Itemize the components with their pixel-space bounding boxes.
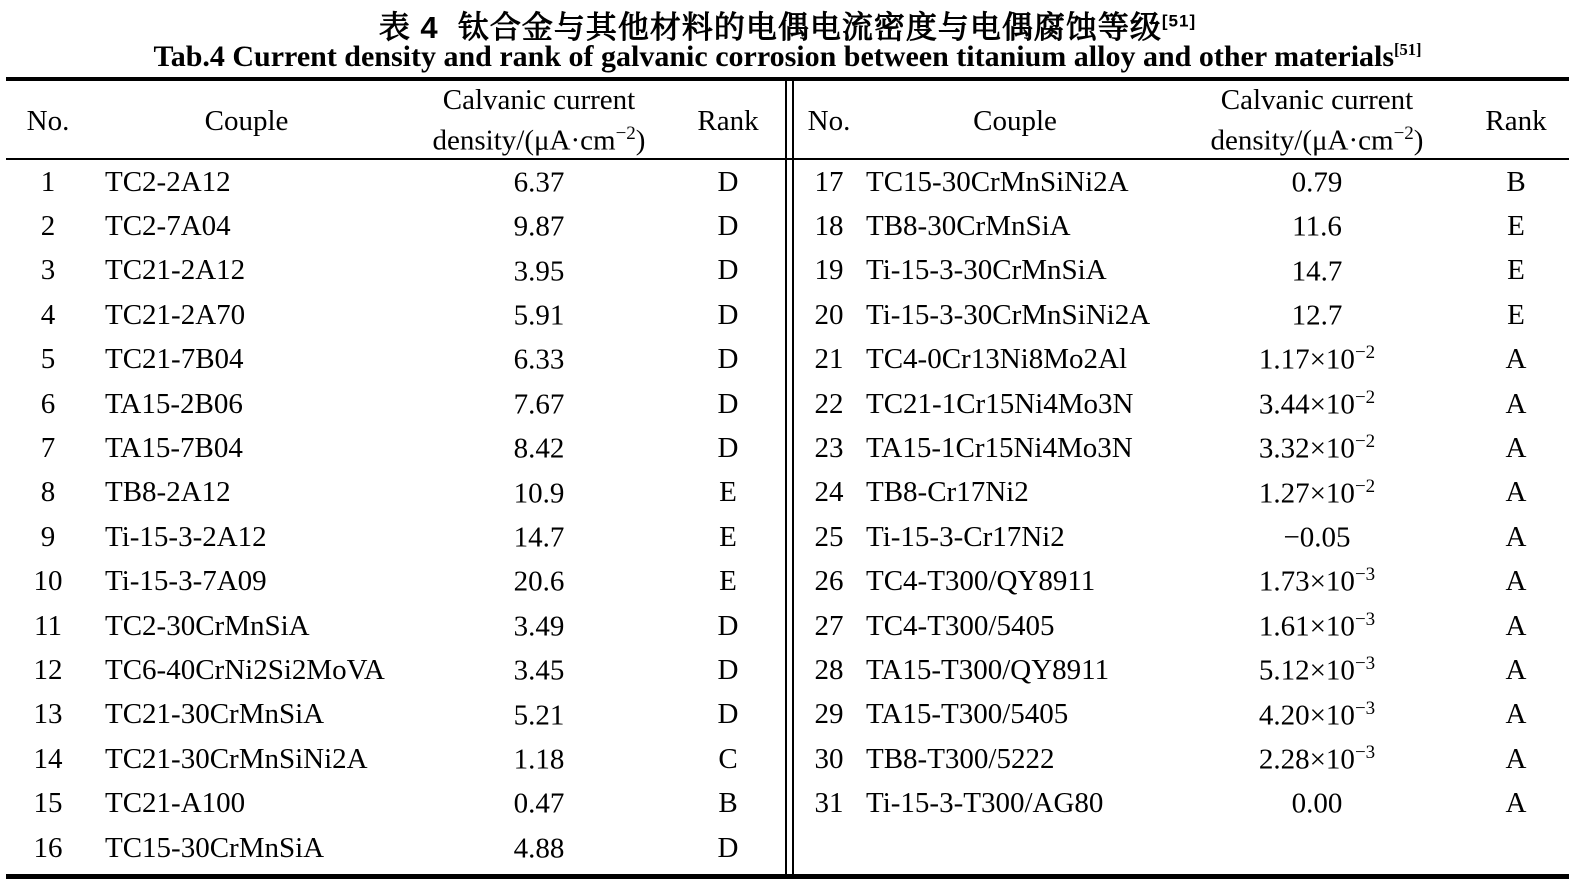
density-value: 1.27×10 [1258, 477, 1355, 510]
row-number: 21 [814, 343, 844, 376]
density-header-close: ) [1413, 124, 1424, 157]
table-row [6, 160, 784, 204]
row-number: 4 [40, 298, 56, 331]
right-table-header [796, 81, 1569, 160]
density-cell [403, 564, 675, 599]
table-row [796, 471, 1569, 515]
row-number: 23 [814, 432, 844, 465]
rank-cell: D [717, 165, 739, 198]
row-number: 28 [814, 653, 844, 686]
density-cell [403, 742, 675, 777]
density-value: 14.7 [1291, 255, 1343, 288]
table-row [796, 604, 1569, 648]
density-value: 2.28×10 [1258, 743, 1355, 776]
density-value: 5.91 [513, 299, 565, 332]
row-number: 15 [33, 787, 63, 820]
rank-cell: D [717, 254, 739, 287]
table-row [6, 471, 784, 515]
row-number: 5 [40, 343, 56, 376]
couple-cell: TB8-T300/5222 [866, 742, 1055, 775]
rank-cell: E [1507, 298, 1525, 331]
table-row [6, 382, 784, 426]
col-header-no: No. [807, 104, 851, 137]
rank-cell: A [1505, 609, 1527, 642]
density-header-exponent: −2 [1393, 123, 1414, 145]
table-row [6, 515, 784, 559]
row-number: 18 [814, 210, 844, 243]
row-number: 19 [814, 254, 844, 287]
density-value: 3.45 [513, 654, 565, 687]
density-value: 20.6 [513, 566, 565, 599]
rank-cell: D [717, 609, 739, 642]
density-cell [403, 298, 675, 333]
rank-cell: A [1505, 742, 1527, 775]
table-row [796, 781, 1569, 825]
density-cell [403, 387, 675, 422]
table-row [6, 737, 784, 781]
density-value: 11.6 [1292, 210, 1342, 243]
table-divider [785, 77, 794, 879]
rank-cell: E [719, 565, 737, 598]
density-value: 0.00 [1291, 787, 1343, 820]
row-number: 2 [40, 210, 56, 243]
row-number: 30 [814, 742, 844, 775]
table-row [6, 781, 784, 825]
row-number: 1 [40, 165, 56, 198]
density-cell [403, 209, 675, 244]
density-header-close: ) [635, 124, 646, 157]
table-title-chinese-text: 表 4 钛合金与其他材料的电偶电流密度与电偶腐蚀等级 [378, 10, 1162, 45]
row-number: 29 [814, 698, 844, 731]
row-number: 27 [814, 609, 844, 642]
row-number: 14 [33, 742, 63, 775]
couple-cell: TA15-T300/QY8911 [866, 653, 1110, 686]
couple-cell: TC2-2A12 [105, 165, 231, 198]
density-cell [403, 520, 675, 555]
density-cell [403, 653, 675, 688]
rank-cell: A [1505, 698, 1527, 731]
density-cell [1168, 564, 1466, 599]
couple-cell: TB8-2A12 [105, 476, 231, 509]
row-number: 20 [814, 298, 844, 331]
col-header-couple: Couple [204, 104, 289, 137]
couple-cell: TC15-30CrMnSiNi2A [866, 165, 1129, 198]
table-row [6, 560, 784, 604]
density-cell [1168, 387, 1466, 422]
table-row [6, 293, 784, 337]
density-cell [1168, 209, 1466, 244]
row-number: 3 [40, 254, 56, 287]
table-row [796, 560, 1569, 604]
right-table [796, 81, 1569, 826]
table-row [796, 204, 1569, 248]
row-number: 24 [814, 476, 844, 509]
rank-cell: A [1505, 387, 1527, 420]
density-header-line2: density/(μA·cm [1210, 124, 1394, 157]
table-row [796, 338, 1569, 382]
table-row [6, 338, 784, 382]
density-value: 8.42 [513, 432, 565, 465]
couple-cell: TC6-40CrNi2Si2MoVA [105, 653, 385, 686]
density-exponent: −2 [1354, 475, 1376, 497]
row-number: 8 [40, 476, 56, 509]
left-table [6, 81, 784, 870]
row-number: 17 [814, 165, 844, 198]
density-cell [1168, 476, 1466, 511]
rank-cell: A [1505, 476, 1527, 509]
table-row [6, 693, 784, 737]
density-value: 6.33 [513, 344, 565, 377]
density-value: 4.88 [513, 832, 565, 865]
couple-cell: TC21-2A70 [105, 298, 246, 331]
couple-cell: TC21-30CrMnSiA [105, 698, 325, 731]
rank-cell: A [1505, 343, 1527, 376]
density-value: 3.44×10 [1258, 388, 1355, 421]
table-row [796, 160, 1569, 204]
couple-cell: Ti-15-3-2A12 [105, 520, 267, 553]
couple-cell: TA15-2B06 [105, 387, 243, 420]
density-value: 1.61×10 [1258, 610, 1355, 643]
couple-cell: TC21-1Cr15Ni4Mo3N [866, 387, 1134, 420]
rank-cell: D [717, 653, 739, 686]
density-exponent: −2 [1354, 386, 1376, 408]
density-header-line1: Calvanic current [1220, 84, 1414, 117]
density-value: 5.12×10 [1258, 654, 1355, 687]
density-cell [403, 476, 675, 511]
density-header-line2: density/(μA·cm [432, 124, 616, 157]
density-cell [1168, 520, 1466, 555]
density-exponent: −3 [1354, 608, 1376, 630]
density-cell [403, 609, 675, 644]
couple-cell: TA15-T300/5405 [866, 698, 1069, 731]
density-cell [403, 254, 675, 289]
couple-cell: TC21-A100 [105, 787, 246, 820]
couple-cell: TC21-2A12 [105, 254, 246, 287]
density-value: 5.21 [513, 699, 565, 732]
table-row [6, 204, 784, 248]
rank-cell: A [1505, 787, 1527, 820]
couple-cell: Ti-15-3-30CrMnSiA [866, 254, 1107, 287]
rank-cell: C [718, 742, 738, 775]
density-cell [1168, 742, 1466, 777]
density-cell [1168, 431, 1466, 466]
density-header-line1: Calvanic current [442, 84, 636, 117]
rank-cell: D [717, 210, 739, 243]
right-table-body [796, 160, 1569, 826]
rank-cell: A [1505, 565, 1527, 598]
table-row [6, 604, 784, 648]
table-row [6, 426, 784, 470]
table-row [796, 382, 1569, 426]
density-header-exponent: −2 [615, 123, 636, 145]
table-row [6, 249, 784, 293]
couple-cell: TC2-7A04 [105, 210, 231, 243]
left-table-header [6, 81, 784, 160]
table-title-english-text: Tab.4 Current density and rank of galvanic corrosion between titanium alloy and other materials [153, 40, 1395, 73]
citation-ref-english: [51] [1394, 40, 1422, 59]
col-header-density [1168, 83, 1466, 158]
rank-cell: E [1507, 210, 1525, 243]
couple-cell: Ti-15-3-7A09 [105, 565, 267, 598]
density-value: 0.47 [513, 787, 565, 820]
citation-ref-chinese: [51] [1161, 11, 1197, 31]
density-cell [1168, 609, 1466, 644]
col-header-rank: Rank [1485, 104, 1547, 137]
rank-cell: D [717, 298, 739, 331]
row-number: 11 [34, 609, 62, 642]
rank-cell: D [717, 831, 739, 864]
density-exponent: −3 [1354, 741, 1376, 763]
density-cell [1168, 653, 1466, 688]
density-value: 9.87 [513, 210, 565, 243]
density-value: 1.18 [513, 743, 565, 776]
left-table-body [6, 160, 784, 870]
couple-cell: TC4-T300/5405 [866, 609, 1055, 642]
table-row [796, 648, 1569, 692]
col-header-couple: Couple [973, 104, 1057, 137]
density-cell [1168, 342, 1466, 377]
row-number: 16 [33, 831, 63, 864]
table-row [6, 648, 784, 692]
density-value: 10.9 [513, 477, 565, 510]
rank-cell: D [717, 387, 739, 420]
density-value: 12.7 [1291, 299, 1343, 332]
table-row [796, 515, 1569, 559]
density-cell [403, 342, 675, 377]
couple-cell: Ti-15-3-Cr17Ni2 [866, 520, 1065, 553]
table-title-english [0, 40, 1575, 74]
couple-cell: TC2-30CrMnSiA [105, 609, 310, 642]
density-value: 3.32×10 [1258, 432, 1355, 465]
density-value: 1.17×10 [1258, 344, 1355, 377]
couple-cell: TA15-1Cr15Ni4Mo3N [866, 432, 1133, 465]
rank-cell: D [717, 432, 739, 465]
density-value: 14.7 [513, 521, 565, 554]
couple-cell: TC4-T300/QY8911 [866, 565, 1096, 598]
row-number: 12 [33, 653, 63, 686]
table-row [6, 826, 784, 870]
table-row [796, 249, 1569, 293]
density-value: −0.05 [1283, 521, 1351, 554]
density-value: 1.73×10 [1258, 566, 1355, 599]
density-cell [1168, 298, 1466, 333]
couple-cell: Ti-15-3-30CrMnSiNi2A [866, 298, 1151, 331]
rank-cell: A [1505, 520, 1527, 553]
col-header-no: No. [26, 104, 70, 137]
density-exponent: −3 [1354, 564, 1376, 586]
density-cell [403, 431, 675, 466]
rank-cell: E [719, 520, 737, 553]
row-number: 9 [40, 520, 56, 553]
table-row [796, 426, 1569, 470]
density-cell [403, 165, 675, 200]
row-number: 25 [814, 520, 844, 553]
table-row [796, 737, 1569, 781]
row-number: 26 [814, 565, 844, 598]
density-value: 6.37 [513, 166, 565, 199]
couple-cell: TC21-30CrMnSiNi2A [105, 742, 368, 775]
table-row [796, 693, 1569, 737]
rank-cell: B [1506, 165, 1526, 198]
row-number: 10 [33, 565, 63, 598]
density-cell [1168, 786, 1466, 821]
rank-cell: E [1507, 254, 1525, 287]
density-cell [403, 698, 675, 733]
col-header-density [403, 83, 675, 158]
table-row [796, 293, 1569, 337]
density-value: 3.49 [513, 610, 565, 643]
density-exponent: −2 [1354, 342, 1376, 364]
row-number: 22 [814, 387, 844, 420]
row-number: 6 [40, 387, 56, 420]
row-number: 13 [33, 698, 63, 731]
couple-cell: Ti-15-3-T300/AG80 [866, 787, 1104, 820]
density-exponent: −2 [1354, 431, 1376, 453]
density-exponent: −3 [1354, 653, 1376, 675]
density-cell [1168, 698, 1466, 733]
rank-cell: A [1505, 653, 1527, 686]
couple-cell: TB8-Cr17Ni2 [866, 476, 1029, 509]
density-cell [403, 831, 675, 866]
couple-cell: TA15-7B04 [105, 432, 243, 465]
density-cell [1168, 254, 1466, 289]
couple-cell: TC15-30CrMnSiA [105, 831, 325, 864]
density-value: 3.95 [513, 255, 565, 288]
rank-cell: B [718, 787, 738, 820]
rank-cell: D [717, 698, 739, 731]
rank-cell: A [1505, 432, 1527, 465]
density-cell [1168, 165, 1466, 200]
row-number: 7 [40, 432, 56, 465]
density-value: 0.79 [1291, 166, 1343, 199]
rank-cell: E [719, 476, 737, 509]
couple-cell: TC21-7B04 [105, 343, 244, 376]
density-value: 7.67 [513, 388, 565, 421]
row-number: 31 [814, 787, 844, 820]
col-header-rank: Rank [697, 104, 759, 137]
density-value: 4.20×10 [1258, 699, 1355, 732]
rank-cell: D [717, 343, 739, 376]
density-exponent: −3 [1354, 697, 1376, 719]
couple-cell: TB8-30CrMnSiA [866, 210, 1071, 243]
density-cell [403, 786, 675, 821]
couple-cell: TC4-0Cr13Ni8Mo2Al [866, 343, 1127, 376]
